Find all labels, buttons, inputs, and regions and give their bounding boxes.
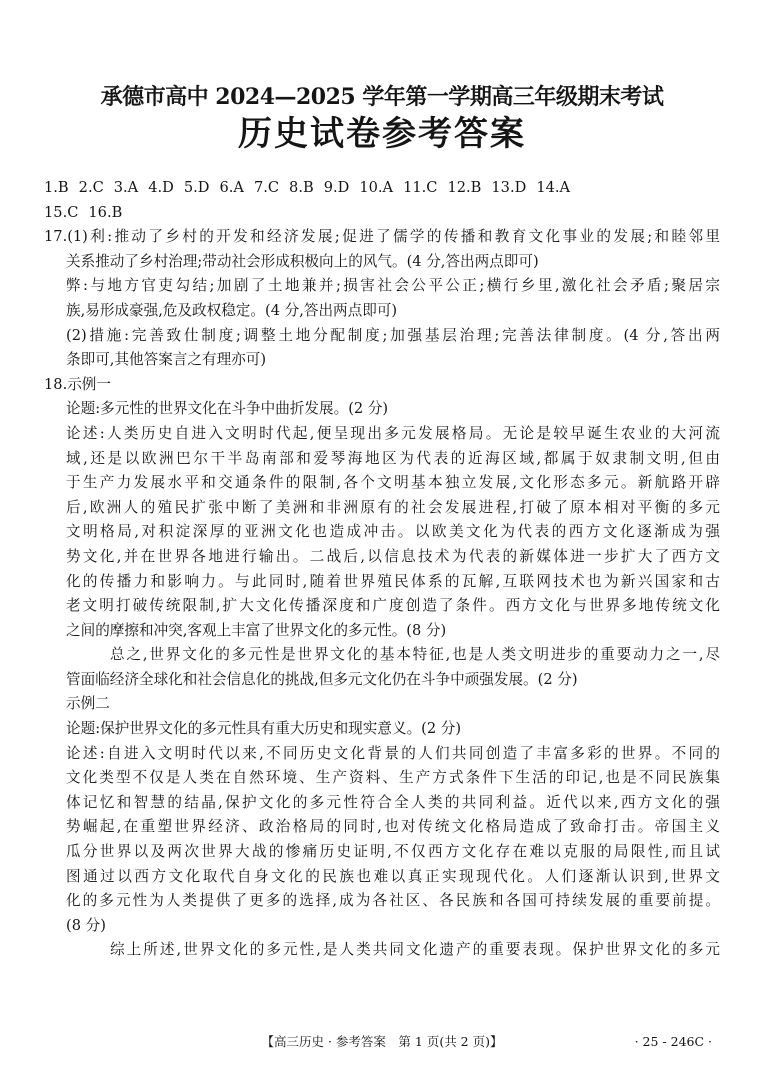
exam-title: 承德市高中 2024—2025 学年第一学期高三年级期末考试 [100,84,664,110]
q17-line: 17.(1)利:推动了乡村的开发和经济发展;促进了儒学的传播和教育文化事业的发展;和睦邻里 [44,228,720,246]
q18-ex1-argument-line: 老文明打破传统限制,扩大文化传播深度和广度创造了条件。西方文化与世界多地传统文化 [66,597,720,615]
choice-answer: 8.B [289,179,314,196]
choice-answer: 14.A [536,179,571,196]
choice-answer: 4.D [148,179,174,196]
answer-content [44,176,720,963]
q18-ex1-thesis: 论题:多元性的世界文化在斗争中曲折发展。(2 分) [66,400,389,418]
document-subtitle: 历史试卷参考答案 [238,114,526,154]
q18-ex2-argument-line: 势崛起,在重塑世界经济、政治格局的同时,也对传统文化格局造成了致命打击。帝国主义 [66,818,720,836]
q18-ex1-argument-line: 后,欧洲人的殖民扩张中断了美洲和非洲原有的社会发展进程,打破了原本相对平衡的多元 [66,498,720,516]
choice-answer: 2.C [78,179,104,196]
q17-line: (2)措施:完善致仕制度;调整土地分配制度;加强基层治理;完善法律制度。(4 分,答出两 [66,326,720,344]
choice-answer: 3.A [113,179,139,196]
choice-answers-row-1 [44,176,720,201]
q18-ex1-argument-line: 于生产力发展水平和交通条件的限制,各个文明基本独立发展,文化形态多元。新航路开辟 [66,474,720,492]
q17-line: 关系推动了乡村治理;带动社会形成积极向上的风气。(4 分,答出两点即可) [66,252,539,270]
choice-answer: 1.B [44,179,69,196]
choice-answer: 9.D [323,179,350,196]
choice-answer: 6.A [219,179,244,196]
choice-answer: 7.C [253,179,280,196]
q18-ex1-argument-line: 势文化,并在世界各地进行输出。二战后,以信息技术为代表的新媒体进一步扩大了西方文 [66,547,720,565]
q18-ex2-argument-line: 图通过以西方文化取代自身文化的民族也难以真正实现现代化。人们逐渐认识到,世界文 [66,867,720,885]
q18-ex2-argument-line: 体记忆和智慧的结晶,保护文化的多元性符合全人类的共同利益。近代以来,西方文化的强 [66,793,720,811]
choice-answer: 15.C [44,203,79,221]
q17-line: 弊:与地方官吏勾结;加剧了土地兼并;损害社会公平公正;横行乡里,激化社会矛盾;聚居宗 [66,277,720,295]
q18-heading: 18.示例一 [44,375,111,393]
footer-page-info: 【高三历史 · 参考答案 第 1 页(共 2 页)】 [261,1034,503,1049]
q18-ex2-argument-line: 瓜分世界以及两次世界大战的惨痛历史证明,不仅西方文化存在难以克服的局限性,而且试 [66,843,720,861]
q18-ex1-argument-line: 文明格局,对积淀深厚的亚洲文化也造成冲击。以欧美文化为代表的西方文化逐渐成为强 [66,523,720,541]
q18-ex1-conclusion-line: 管面临经济全球化和社会信息化的挑战,但多元文化仍在斗争中顽强发展。(2 分) [66,670,578,688]
footer-doc-code: · 25 - 246C · [634,1034,712,1049]
q18-ex1-argument-line: 域,还是以欧洲巴尔干半岛南部和爱琴海地区为代表的近海区域,都属于奴隶制文明,但由 [66,449,720,467]
q18-ex1-conclusion-line: 总之,世界文化的多元性是世界文化的基本特征,也是人类文明进步的重要动力之一,尽 [110,646,720,664]
q17-line: 族,易形成豪强,危及政权稳定。(4 分,答出两点即可) [66,301,398,319]
q18-ex2-thesis: 论题:保护世界文化的多元性具有重大历史和现实意义。(2 分) [66,720,462,738]
q18-ex2-heading: 示例二 [66,695,110,713]
choice-answer: 10.A [359,179,394,196]
q18-ex1-argument-line: 化的传播力和影响力。与此同时,随着世界殖民体系的瓦解,互联网技术也为新兴国家和古 [66,572,720,590]
choice-answer: 5.D [183,179,210,196]
q18-ex1-argument-line: 之间的摩擦和冲突,客观上丰富了世界文化的多元性。(8 分) [66,621,447,639]
q18-ex2-argument-line: 文化类型不仅是人类在自然环境、生产资料、生产方式条件下生活的印记,也是不同民族集 [66,769,720,787]
choice-answers-row-2 [44,201,720,226]
q18-ex2-conclusion-line: 综上所述,世界文化的多元性,是人类共同文化遗产的重要表现。保护世界文化的多元 [110,941,720,959]
q17-line: 条即可,其他答案言之有理亦可) [66,351,267,369]
choice-answer: 16.B [88,203,123,221]
page-footer [0,1032,764,1052]
choice-answer: 12.B [447,179,482,196]
choice-answer: 13.D [491,179,527,196]
q18-ex2-argument-line: 化的多元性为人类提供了更多的选择,成为各社区、各民族和各国可持续发展的重要前提。 [66,892,720,910]
q18-ex2-argument-line: (8 分) [66,916,106,934]
q18-ex2-argument-line: 论述:自进入文明时代以来,不同历史文化背景的人们共同创造了丰富多彩的世界。不同的 [66,744,720,762]
choice-answer: 11.C [403,179,438,196]
q18-ex1-argument-line: 论述:人类历史自进入文明时代起,便呈现出多元发展格局。无论是较早诞生农业的大河流 [66,424,720,442]
